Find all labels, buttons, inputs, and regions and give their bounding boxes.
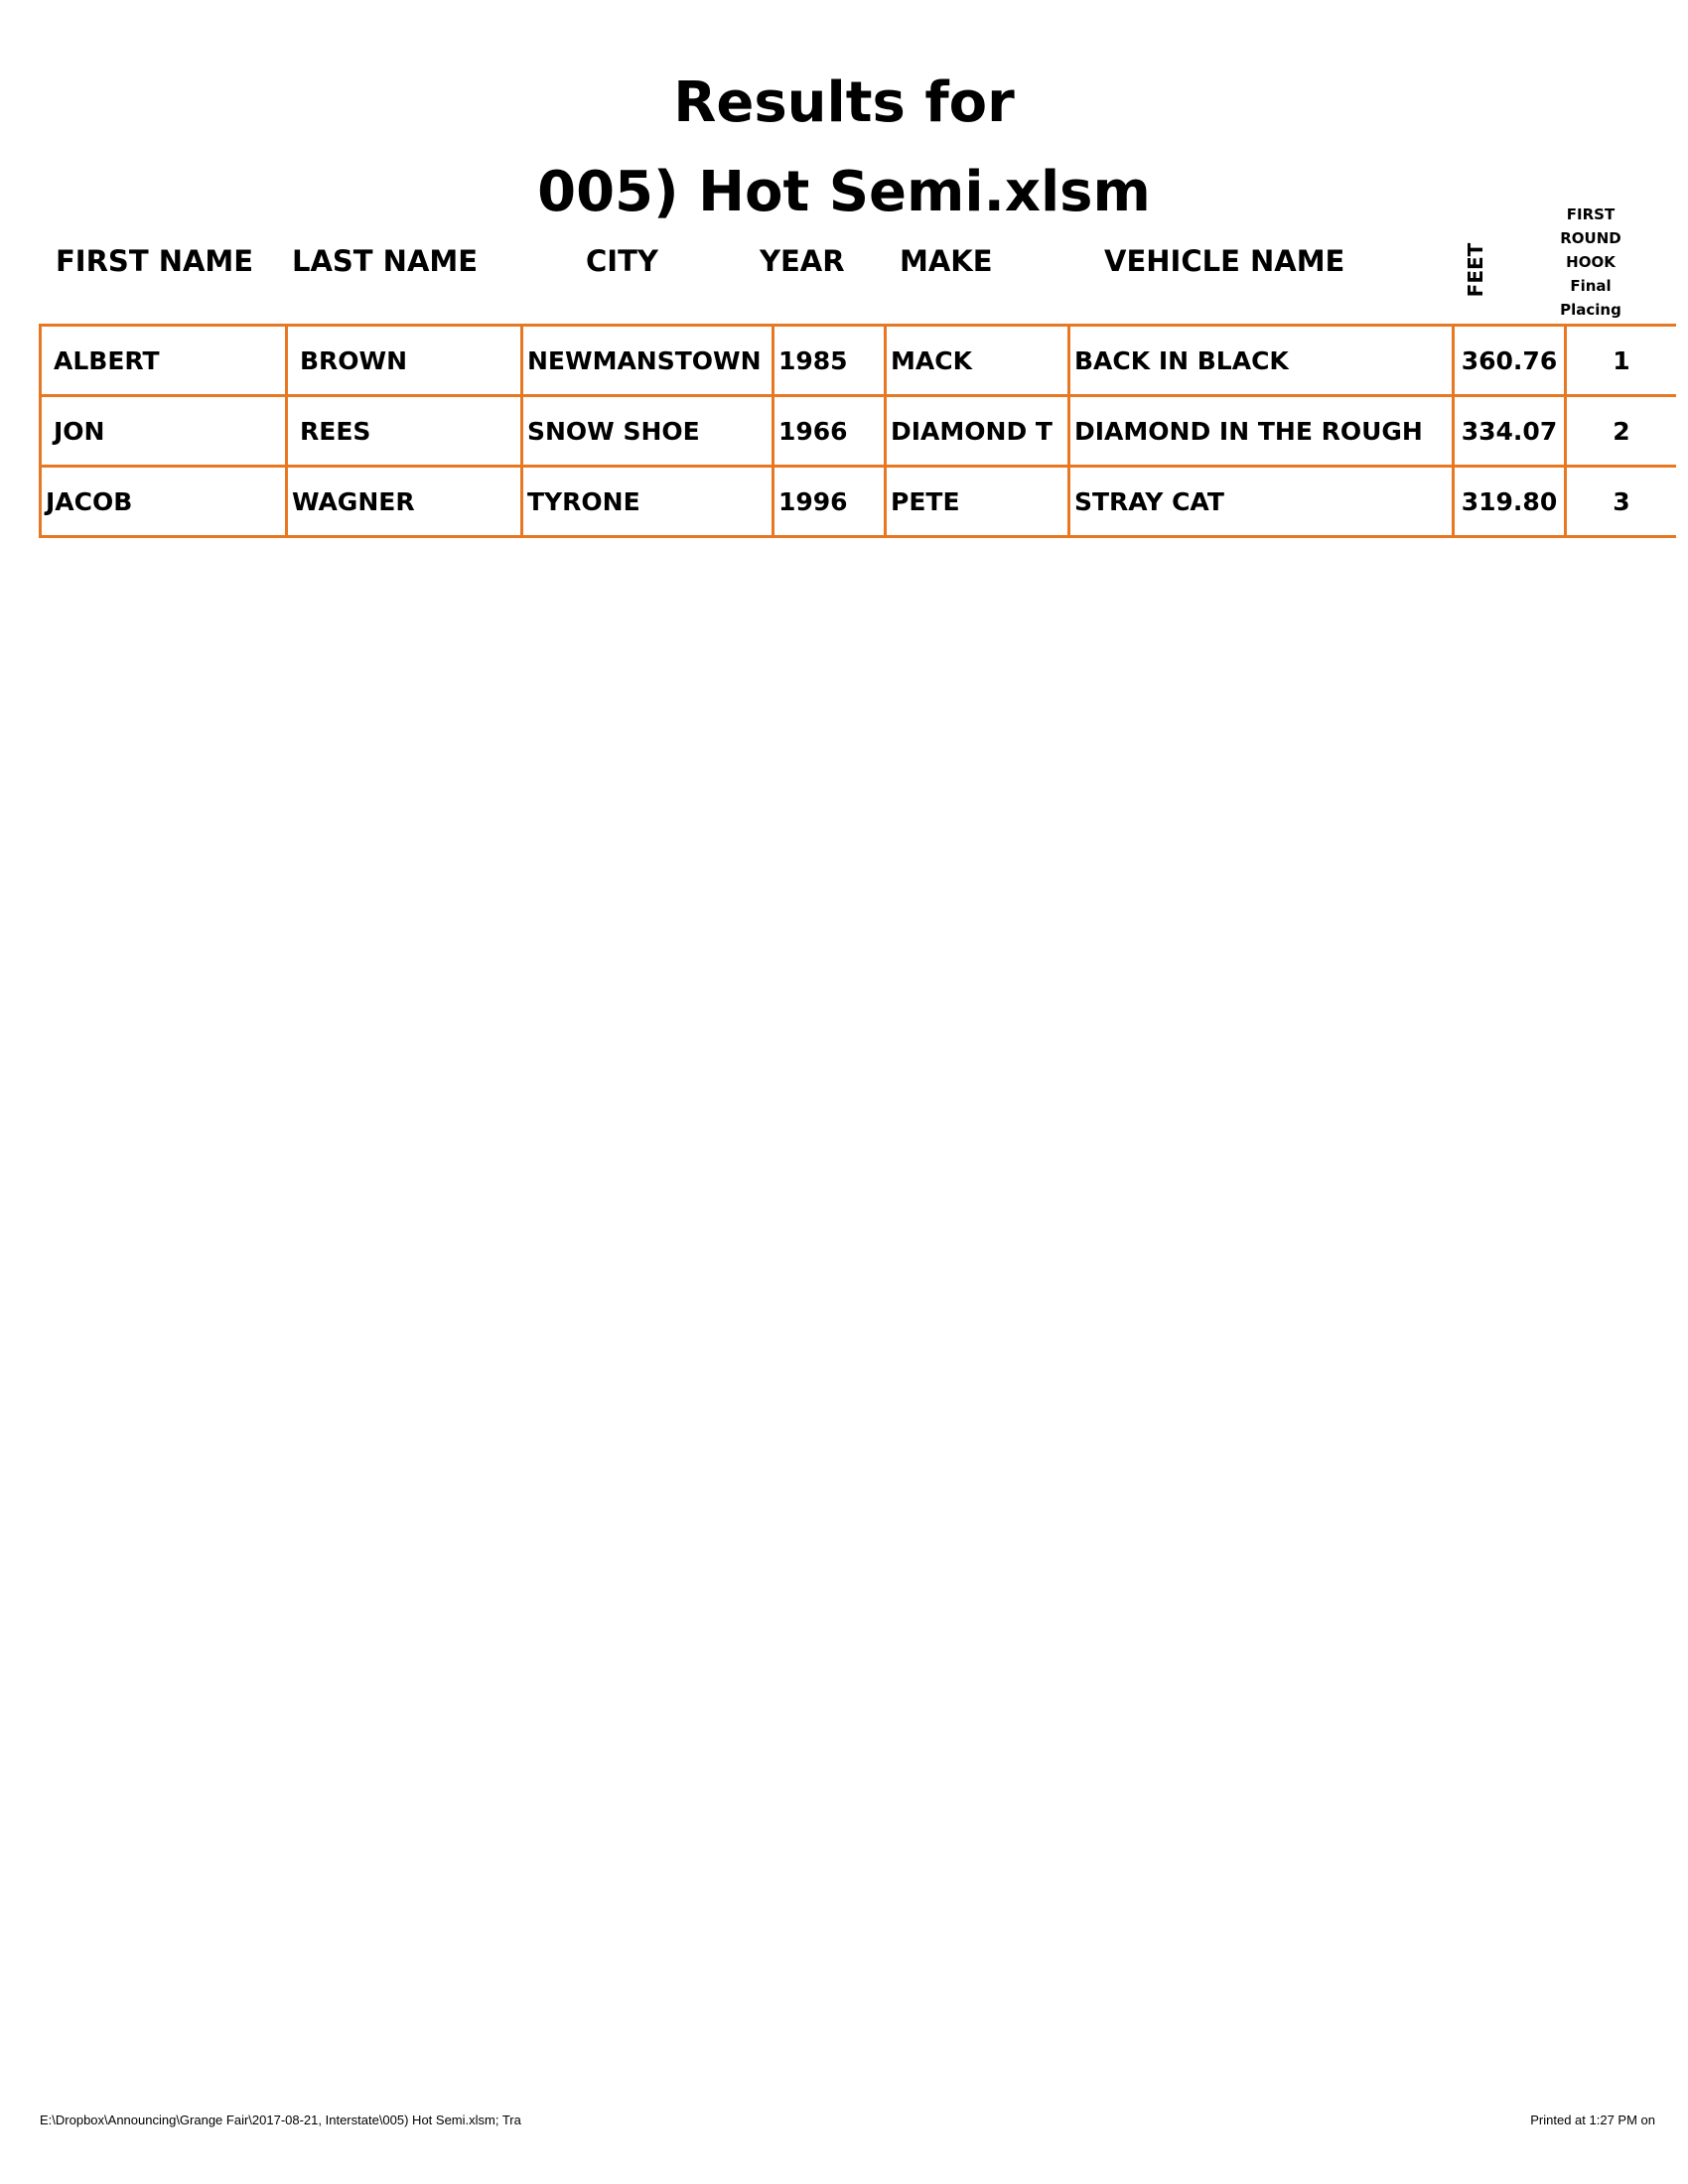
cell-feet: 360.76 — [1454, 326, 1566, 396]
cell-make: DIAMOND T — [886, 396, 1069, 467]
header-make: MAKE — [900, 244, 993, 278]
cell-placing: 2 — [1566, 396, 1677, 467]
header-placing-line: Final — [1570, 277, 1612, 295]
header-vehicle-name: VEHICLE NAME — [1104, 244, 1345, 278]
cell-make: MACK — [886, 326, 1069, 396]
cell-placing: 1 — [1566, 326, 1677, 396]
cell-last-name: REES — [287, 396, 522, 467]
cell-last-name: WAGNER — [287, 467, 522, 537]
footer-file-path: E:\Dropbox\Announcing\Grange Fair\2017-08-21, Interstate\005) Hot Semi.xlsm; Tra — [40, 2113, 521, 2127]
cell-vehicle-name: DIAMOND IN THE ROUGH — [1069, 396, 1454, 467]
cell-vehicle-name: STRAY CAT — [1069, 467, 1454, 537]
table-row — [41, 396, 1677, 467]
cell-feet: 334.07 — [1454, 396, 1566, 467]
header-placing-line: Placing — [1560, 301, 1621, 319]
header-placing — [1537, 203, 1644, 322]
header-year: YEAR — [760, 244, 845, 278]
header-placing-line: ROUND — [1560, 229, 1621, 247]
cell-placing: 3 — [1566, 467, 1677, 537]
header-feet: FEET — [1464, 242, 1487, 298]
header-last-name: LAST NAME — [292, 244, 479, 278]
header-city: CITY — [586, 244, 658, 278]
cell-city: SNOW SHOE — [522, 396, 774, 467]
cell-last-name: BROWN — [287, 326, 522, 396]
cell-vehicle-name: BACK IN BLACK — [1069, 326, 1454, 396]
cell-city: NEWMANSTOWN — [522, 326, 774, 396]
cell-first-name: ALBERT — [41, 326, 287, 396]
header-placing-line: FIRST — [1566, 205, 1616, 223]
table-row — [41, 467, 1677, 537]
cell-first-name: JACOB — [41, 467, 287, 537]
cell-year: 1985 — [774, 326, 886, 396]
cell-year: 1996 — [774, 467, 886, 537]
results-table — [39, 324, 1676, 538]
page-title-line1: Results for — [673, 70, 1015, 135]
cell-year: 1966 — [774, 396, 886, 467]
header-first-name: FIRST NAME — [56, 244, 254, 278]
page-title-line2: 005) Hot Semi.xlsm — [537, 160, 1151, 224]
header-placing-line: HOOK — [1566, 253, 1616, 271]
cell-city: TYRONE — [522, 467, 774, 537]
cell-feet: 319.80 — [1454, 467, 1566, 537]
cell-make: PETE — [886, 467, 1069, 537]
footer-printed-at: Printed at 1:27 PM on — [1530, 2113, 1655, 2127]
table-row — [41, 326, 1677, 396]
cell-first-name: JON — [41, 396, 287, 467]
